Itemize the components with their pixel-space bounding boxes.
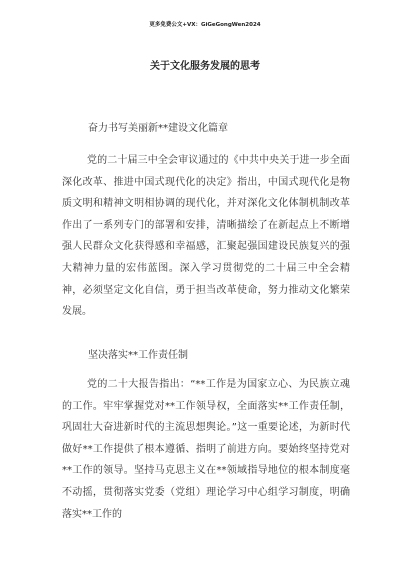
section-heading-2: 坚决落实**工作责任制 (88, 350, 188, 361)
watermark-text: 更多免费公文+VX：GiGeGongWen2024 (149, 22, 261, 28)
document-title: 关于文化服务发展的思考 (150, 61, 260, 72)
section-heading-1: 奋力书写美丽新**建设文化篇章 (88, 123, 228, 134)
section-paragraph-2: 党的二十大报告指出：“**工作是为国家立心、为民族立魂的工作。牢牢掌握党对**工作领导权，全面落实**工作责任制，巩固壮大奋进新时代的主流思想舆论。”这一重要论述，为新时代做好**工作提供了根本遵循、指明了前进方向。要始终坚持党对**工作的领导。坚持马克思主义在**领域指导地位的根本制度毫不动摇，贯彻落实党委（党组）理论学习中心组学习制度，明确落实**工作的 (62, 379, 350, 520)
section-paragraph-1: 党的二十届三中全会审议通过的《中共中央关于进一步全面深化改革、推进中国式现代化的决定》指出，中国式现代化是物质文明和精神文明相协调的现代化，并对深化文化体制机制改革作出了一系列专门的部署和安排，清晰描绘了在新起点上不断增强人民群众文化获得感和幸福感，汇聚起强国建设民族复兴的强大精神力量的宏伟蓝图。深入学习贯彻党的二十届三中全会精神，必须坚定文化自信，勇于担当改革使命，努力推动文化繁荣发展。 (62, 155, 350, 318)
